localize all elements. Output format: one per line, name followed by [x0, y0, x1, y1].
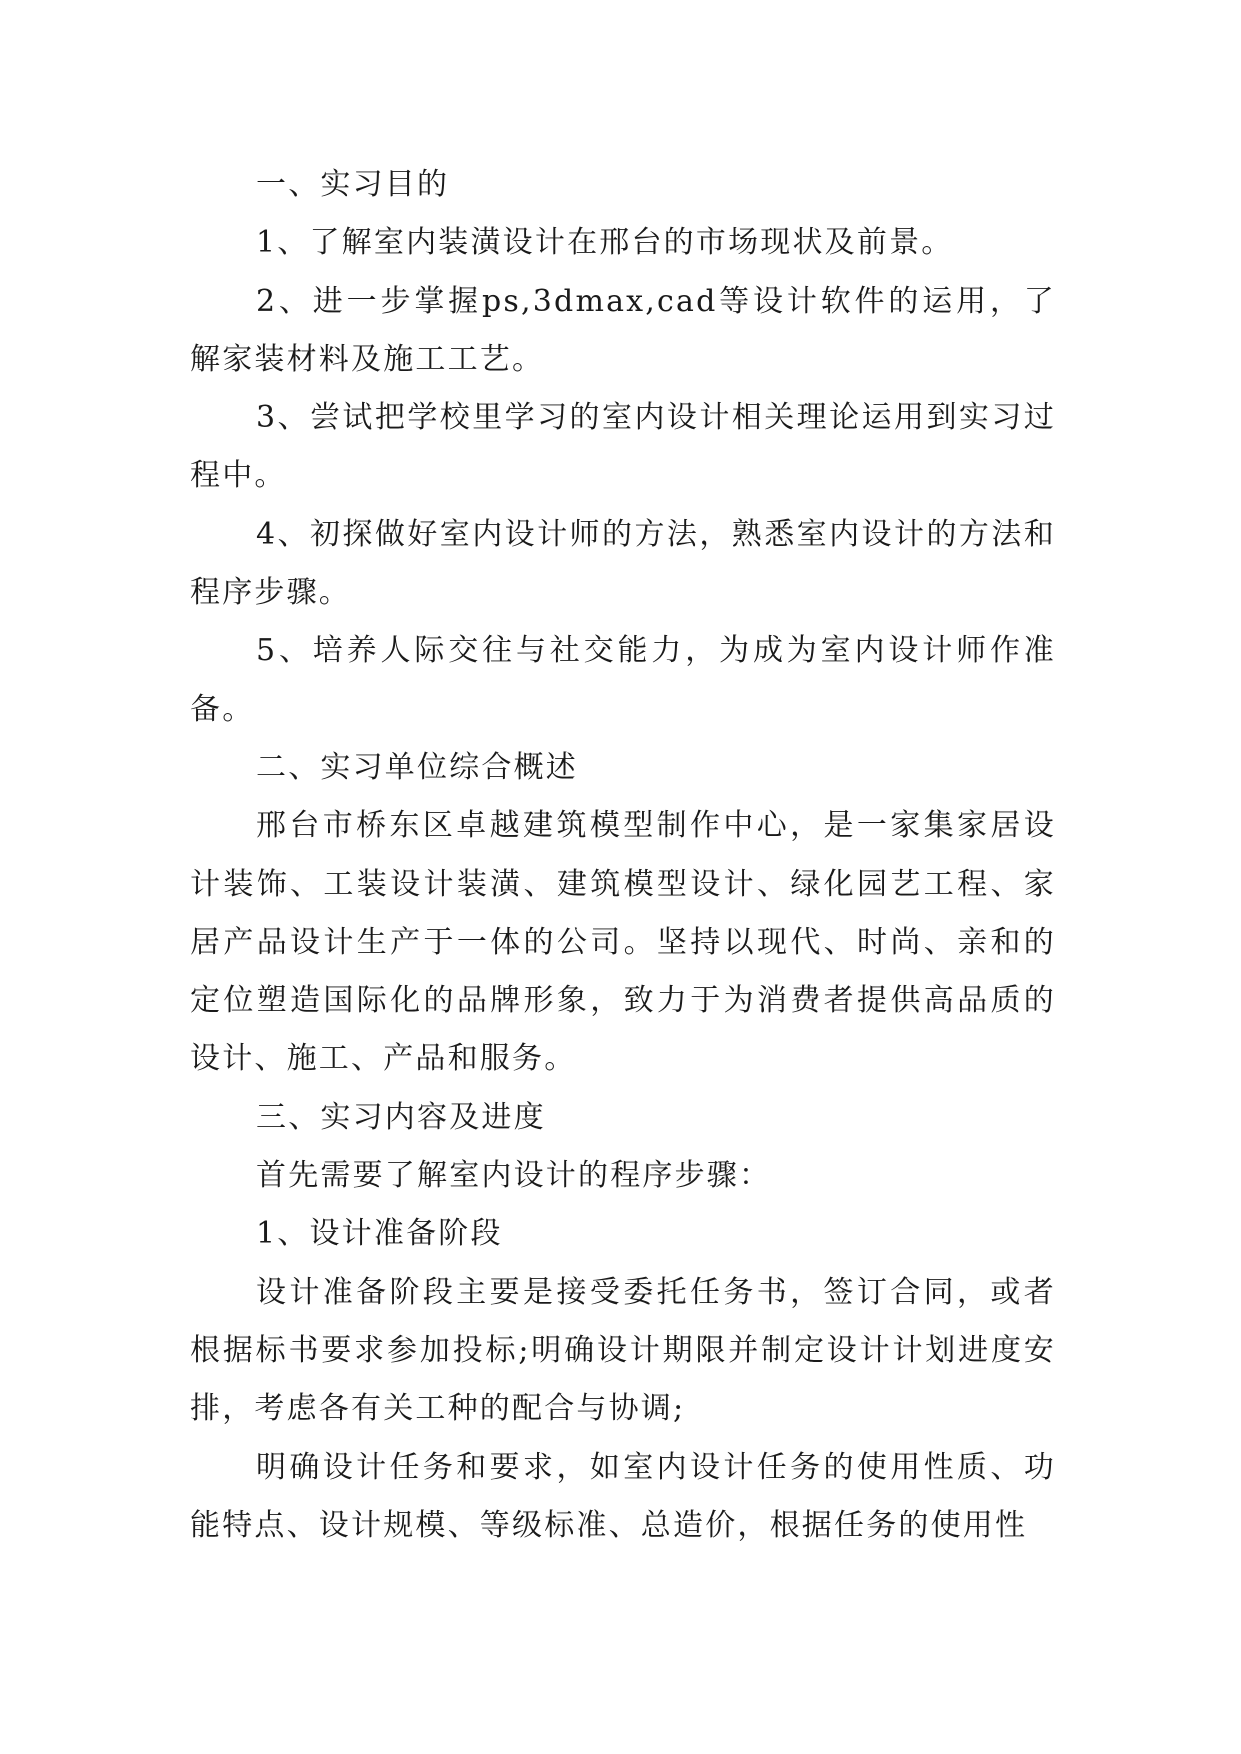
heading-internship-purpose: 一、实习目的: [256, 167, 450, 202]
purpose-item-1: 1、了解室内装潢设计在邢台的市场现状及前景。: [256, 225, 954, 261]
step-1-text-continued: 明确设计任务和要求，如室内设计任务的使用性质、功能特点、设计规模、等级标准、总造价，根据任务的使用性: [190, 1449, 1056, 1543]
purpose-item-4: 4、初探做好室内设计师的方法，熟悉室内设计的方法和程序步骤。: [190, 516, 1056, 611]
step-1-text: 设计准备阶段主要是接受委托任务书，签订合同，或者根据标书要求参加投标;明确设计期限并制定设计计划进度安排，考虑各有关工种的配合与协调;: [190, 1274, 1056, 1427]
content-intro: 首先需要了解室内设计的程序步骤：: [256, 1158, 772, 1194]
heading-company-overview: 二、实习单位综合概述: [256, 749, 578, 785]
purpose-item-3: 3、尝试把学校里学习的室内设计相关理论运用到实习过程中。: [190, 400, 1056, 494]
purpose-item-2: 2、进一步掌握ps,3dmax,cad等设计软件的运用，了解家装材料及施工工艺。: [190, 283, 1056, 377]
purpose-item-5: 5、培养人际交往与社交能力，为成为室内设计师作准备。: [190, 633, 1056, 727]
heading-internship-content: 三、实习内容及进度: [256, 1099, 546, 1135]
document-page: [190, 156, 1056, 1555]
company-overview-text: 邢台市桥东区卓越建筑模型制作中心，是一家集家居设计装饰、工装设计装潢、建筑模型设计、绿化园艺工程、家居产品设计生产于一体的公司。坚持以现代、时尚、亲和的定位塑造国际化的品牌形象，致力于为消费者提供高品质的设计、施工、产品和服务。: [190, 808, 1056, 1077]
step-heading-1: 1、设计准备阶段: [256, 1216, 503, 1252]
